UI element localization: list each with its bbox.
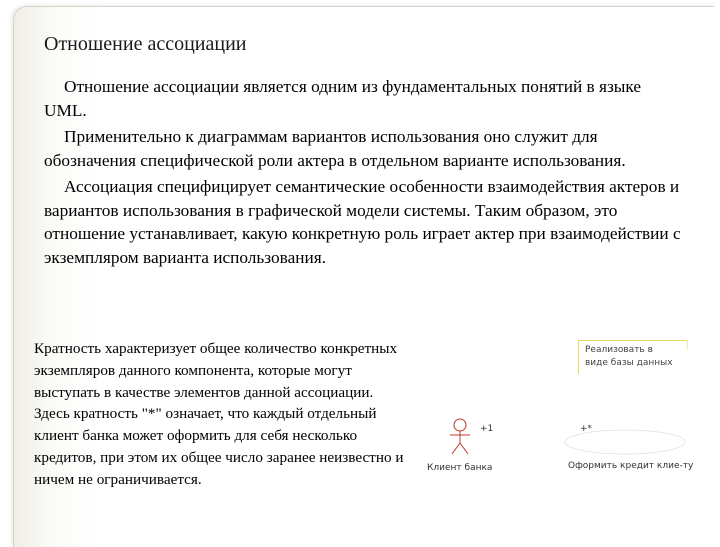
uml-diagram xyxy=(420,330,720,540)
note-line-2: виде базы данных xyxy=(585,358,673,368)
multiplicity-paragraph-2: Здесь кратность "*" означает, что каждый отдельный клиент банка может оформить для себя несколько кредитов, при этом их общее число заранее неизвестно и ничем не ограничивается. xyxy=(34,405,404,488)
paragraph-1: Отношение ассоциации является одним из фундаментальных понятий в языке UML. xyxy=(44,77,642,120)
multiplicity-paragraph-1: Кратность характеризует общее количество конкретных экземпляров данного компонента, которые могут выступать в качестве элементов данной ассоциации. xyxy=(34,340,398,401)
usecase-label: Оформить кредит клие-ту xyxy=(568,461,694,471)
multiplicity-explanation xyxy=(34,338,419,491)
slide-body xyxy=(44,75,684,272)
paragraph-3: Ассоциация специфицирует семантические особенности взаимодействия актеров и вариантов использования в графической модели системы. Таким образом, это отношение устанавливает, какую конкретную роль играет актер при взаимодействии с экземпляром варианта использования. xyxy=(44,177,681,267)
slide-title: Отношение ассоциации xyxy=(44,33,247,55)
actor-multiplicity: +1 xyxy=(480,424,494,434)
note-line-1: Реализовать в xyxy=(585,345,653,355)
actor-label: Клиент банка xyxy=(427,463,493,473)
association-svg xyxy=(420,330,720,540)
actor-icon xyxy=(450,419,470,454)
paragraph-2: Применительно к диаграммам вариантов использования оно служит для обозначения специфической роли актера в отдельном варианте использования. xyxy=(44,127,626,170)
usecase-multiplicity: +* xyxy=(580,424,593,434)
